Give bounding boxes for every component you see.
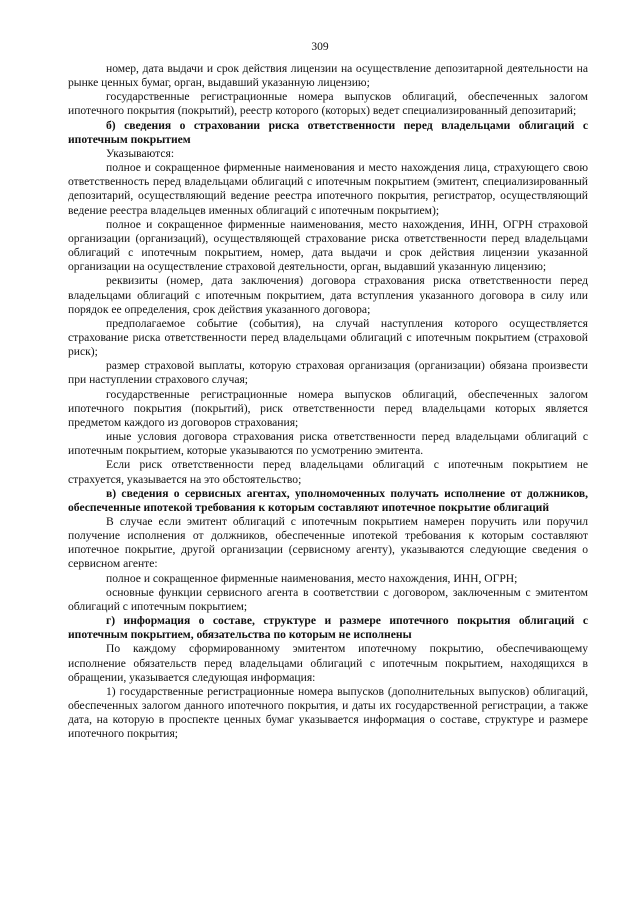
paragraph: полное и сокращенное фирменные наименования и место нахождения лица, страхующего свою ответственность перед владельцами облигаций с ипотечным покрытием (эмитент, специализированный депозитарий, осуществляющий ведение реестра ипотечного покрытия, регистратор, осуществляющий ведение реестра владельцев именных облигаций с ипотечным покрытием); (68, 161, 588, 217)
paragraph: В случае если эмитент облигаций с ипотечным покрытием намерен поручить или поручил получение исполнения от должников, обеспеченные ипотекой требования к которым составляют ипотечное покрытие, другой организации (сервисному агенту), указываются следующие сведения о сервисном агенте: (68, 515, 588, 571)
paragraph: 1) государственные регистрационные номера выпусков (дополнительных выпусков) облигаций, обеспеченных залогом данного ипотечного покрытия, и даты их государственной регистрации, а также дата, на которую в проспекте ценных бумаг указывается информация о составе, структуре и размере ипотечного покрытия; (68, 684, 588, 741)
paragraph: государственные регистрационные номера выпусков облигаций, обеспеченных залогом ипотечного покрытия (покрытий), риск ответственности перед владельцами которых является предметом каждого из договоров страхования; (68, 387, 588, 429)
document-body (68, 62, 588, 742)
paragraph: номер, дата выдачи и срок действия лицензии на осуществление депозитарной деятельности на рынке ценных бумаг, орган, выдавший указанную лицензию; (68, 62, 588, 90)
paragraph: государственные регистрационные номера выпусков облигаций, обеспеченных залогом ипотечного покрытия (покрытий), реестр которого (которых) ведет специализированный депозитарий; (68, 90, 588, 118)
paragraph: реквизиты (номер, дата заключения) договора страхования риска ответственности перед владельцами облигаций с ипотечным покрытием, дата вступления указанного договора в силу или порядок ее определения, срок действия указанного договора; (68, 274, 588, 316)
paragraph: основные функции сервисного агента в соответствии с договором, заключенным с эмитентом облигаций с ипотечным покрытием; (68, 585, 588, 613)
section-heading: г) информация о составе, структуре и размере ипотечного покрытия облигаций с ипотечным покрытием, обязательства по которым не исполнены (68, 614, 588, 642)
section-heading: б) сведения о страховании риска ответственности перед владельцами облигаций с ипотечным покрытием (68, 118, 588, 146)
paragraph: размер страховой выплаты, которую страховая организация (организации) обязана произвести при наступлении страхового случая; (68, 359, 588, 387)
paragraph: полное и сокращенное фирменные наименования, место нахождения, ИНН, ОГРН; (106, 571, 518, 585)
paragraph: предполагаемое событие (события), на случай наступления которого осуществляется страхование риска ответственности перед владельцами облигаций с ипотечным покрытием (страховой риск); (68, 316, 588, 359)
paragraph: Указываются: (106, 146, 175, 160)
section-heading: в) сведения о сервисных агентах, уполномоченных получать исполнение от должников, обеспеченные ипотекой требования к которым составляют ипотечное покрытие облигаций (68, 486, 588, 514)
paragraph: Если риск ответственности перед владельцами облигаций с ипотечным покрытием не страхуется, указывается на это обстоятельство; (68, 458, 588, 486)
paragraph: По каждому сформированному эмитентом ипотечному покрытию, обеспечивающему исполнение обязательств перед владельцами облигаций с ипотечным покрытием, находящихся в обращении, указывается следующая информация: (68, 642, 588, 684)
paragraph: иные условия договора страхования риска ответственности перед владельцами облигаций с ипотечным покрытием, которые указываются по усмотрению эмитента. (68, 430, 588, 458)
paragraph: полное и сокращенное фирменные наименования, место нахождения, ИНН, ОГРН страховой организации (организаций), осуществляющей страхование риска ответственности перед владельцами облигаций с ипотечным покрытием, номер, дата выдачи и срок действия лицензии указанной организации на осуществление страховой деятельности, орган, выдавший указанную лицензию; (68, 217, 588, 274)
page-number: 309 (311, 41, 329, 53)
